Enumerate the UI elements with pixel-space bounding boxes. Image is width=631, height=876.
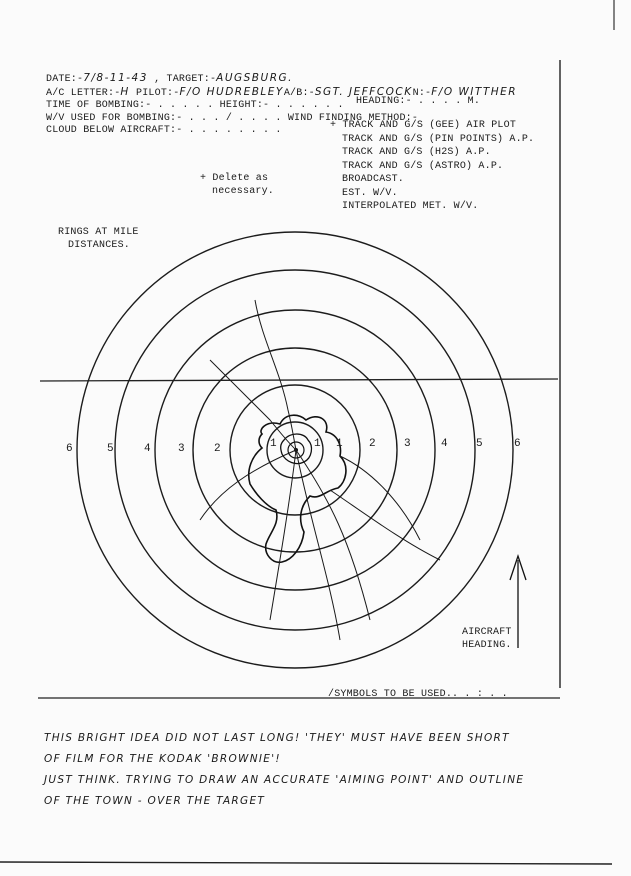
wind-method-item: BROADCAST.	[342, 174, 405, 185]
ring-label: 1	[314, 438, 321, 450]
road-northwest	[210, 360, 296, 450]
ring-label: 1	[336, 438, 343, 450]
caption-line: OF THE TOWN - OVER THE TARGET	[44, 795, 266, 807]
town-outline	[249, 415, 346, 562]
pilot-value: F/O HUDREBLEY	[179, 86, 284, 98]
date-value: 7/8-11-43	[83, 72, 148, 84]
ring-label: 4	[441, 438, 448, 450]
time-label: TIME OF BOMBING:-	[46, 100, 152, 111]
aircraft-heading-line: AIRCRAFT	[462, 627, 512, 638]
ring-label: 5	[476, 438, 483, 450]
aircraft-heading-line: HEADING.	[462, 640, 512, 651]
aircraft-letter-value: H	[120, 86, 130, 98]
ring-label: 3	[178, 443, 185, 455]
rings-note-line: RINGS AT MILE	[58, 227, 139, 238]
wind-method-item: TRACK AND G/S (ASTRO) A.P.	[342, 160, 504, 172]
ring-label: 2	[214, 443, 221, 455]
wind-method-label: WIND FINDING METHOD:-	[287, 113, 419, 124]
heading-label: HEADING:-	[356, 96, 412, 107]
ring-label: 1	[270, 438, 277, 450]
wind-method-item: EST. W/V.	[342, 187, 398, 199]
ring-label: 4	[144, 443, 151, 455]
pilot-label: PILOT:-	[136, 88, 180, 99]
horizontal-axis	[40, 379, 558, 381]
nav-label: N:-	[412, 88, 432, 99]
rings-note-line: DISTANCES.	[68, 240, 131, 251]
cloud-line: CLOUD BELOW AIRCRAFT:- . . . . . . . .	[46, 125, 282, 136]
wind-method-item: + TRACK AND G/S (GEE) AIR PLOT	[330, 120, 517, 131]
road-west	[200, 450, 296, 520]
road-east-2	[340, 456, 420, 540]
road-east	[330, 490, 440, 560]
ring-label: 3	[404, 438, 411, 450]
wv-label: W/V USED FOR BOMBING:-	[46, 113, 183, 124]
caption	[44, 728, 524, 812]
nav-value: F/O WITTHER	[431, 86, 518, 98]
aircraft-letter-label: A/C LETTER:-	[46, 88, 121, 99]
ring-label: 5	[107, 443, 114, 455]
wv-line: W/V USED FOR BOMBING:- . . . / . . . . WIND FINDING METHOD:-	[46, 113, 419, 124]
target-label: TARGET:-	[166, 74, 217, 85]
delete-note-line: necessary.	[212, 186, 275, 197]
wind-method-item: TRACK AND G/S (H2S) A.P.	[342, 147, 491, 158]
delete-note-line: + Delete as	[200, 173, 269, 184]
wind-method-item: INTERPOLATED MET. W/V.	[342, 201, 479, 212]
time-line: TIME OF BOMBING:- . . . . . HEIGHT:- . . . . . .	[46, 100, 344, 111]
ring-label: 2	[369, 438, 376, 450]
symbols-note: /SYMBOLS TO BE USED.. . : . .	[328, 689, 508, 700]
cloud-label: CLOUD BELOW AIRCRAFT:-	[46, 125, 183, 136]
ab-value: SGT. JEFFCOCK	[314, 86, 413, 98]
caption-line: JUST THINK. TRYING TO DRAW AN ACCURATE 'AIMING POINT' AND OUTLINE	[44, 774, 525, 786]
caption-line: OF FILM FOR THE KODAK 'BROWNIE'!	[44, 753, 281, 765]
ring-label: 6	[514, 438, 521, 450]
ab-label: A/B:-	[283, 88, 315, 99]
target-value: AUGSBURG.	[216, 72, 293, 84]
aircraft-heading-label	[462, 626, 512, 652]
heading-line: HEADING:- . . . . M.	[356, 96, 481, 107]
ring-label: 6	[66, 443, 73, 455]
date-label: DATE:-	[46, 74, 84, 85]
height-label: HEIGHT:-	[219, 100, 270, 111]
date-line: DATE:-7/8-11-43 , TARGET:-AUGSBURG.	[46, 72, 293, 85]
wind-method-item: TRACK AND G/S (PIN POINTS) A.P.	[342, 133, 535, 145]
symbols-note-text: SYMBOLS TO BE USED.	[334, 689, 453, 700]
caption-line: THIS BRIGHT IDEA DID NOT LAST LONG! 'THEY' MUST HAVE BEEN SHORT	[44, 732, 510, 744]
heading-unit: M.	[467, 96, 481, 107]
page-bottom-rule	[0, 862, 612, 864]
